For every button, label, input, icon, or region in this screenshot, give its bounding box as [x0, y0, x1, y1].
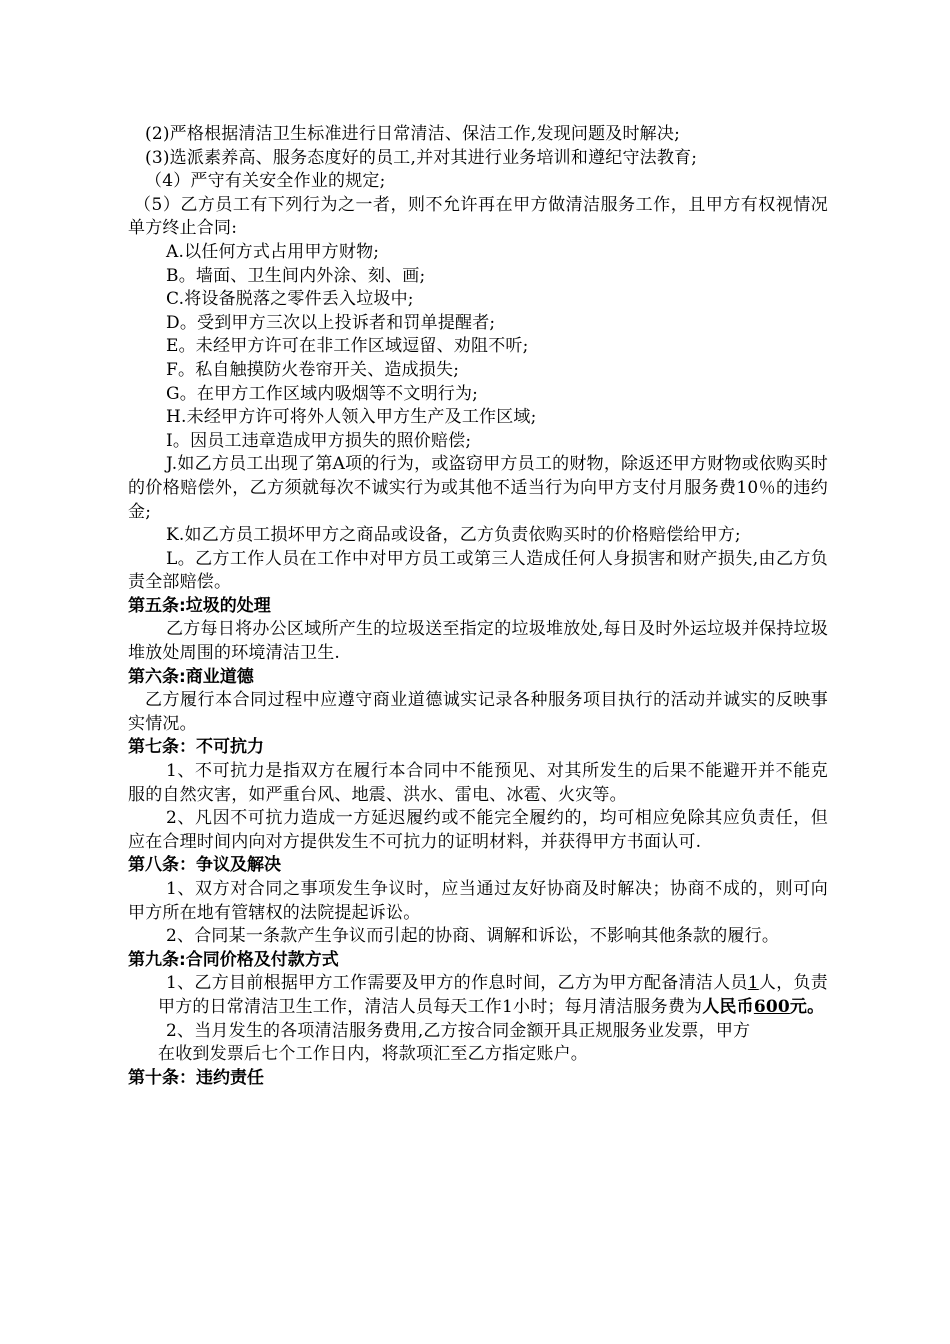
section-9-paragraph-2 [128, 1020, 828, 1067]
section-7-paragraph-1: 1、不可抗力是指双方在履行本合同中不能预见、对其所发生的后果不能避开并不能克服的自然灾害，如严重台风、地震、洪水、雷电、冰雹、火灾等。 [128, 761, 828, 805]
section-6-title: 第六条:商业道德 [128, 666, 254, 687]
section-8-paragraph-1: 1、双方对合同之事项发生争议时，应当通过友好协商及时解决；协商不成的，则可向甲方所在地有管辖权的法院提起诉讼。 [128, 879, 828, 923]
currency-unit: 元。 [789, 996, 825, 1017]
staff-count: 1 [747, 973, 759, 994]
clause-item-5: （5）乙方员工有下列行为之一者，则不允许再在甲方做清洁服务工作，且甲方有权视情况单方终止合同: [128, 194, 828, 239]
section-9-paragraph-1 [128, 972, 828, 1019]
section-9-p2-line-1: 2、当月发生的各项清洁服务费用,乙方按合同金额开具正规服务业发票，甲方 [166, 1020, 751, 1041]
section-9-text-a: 1、乙方目前根据甲方工作需要及甲方的作息时间，乙方为甲方配备清洁人员 [166, 973, 748, 994]
sub-item-d: D。受到甲方三次以上投诉者和罚单提醒者; [166, 312, 496, 333]
sub-item-i: I。因员工违章造成甲方损失的照价赔偿; [166, 430, 472, 451]
section-8-paragraph-2: 2、合同某一条款产生争议而引起的协商、调解和诉讼，不影响其他条款的履行。 [166, 926, 780, 947]
section-5-paragraph: 乙方每日将办公区域所产生的垃圾送至指定的垃圾堆放处,每日及时外运垃圾并保持垃圾堆放处周围的环境清洁卫生. [128, 619, 828, 664]
section-10-title: 第十条：违约责任 [128, 1067, 264, 1088]
monthly-fee-amount: 600 [753, 996, 790, 1017]
sub-item-c: C.将设备脱落之零件丢入垃圾中; [166, 289, 414, 310]
section-9-title: 第九条:合同价格及付款方式 [128, 949, 339, 970]
section-8-title: 第八条：争议及解决 [128, 855, 281, 876]
sub-item-j: J.如乙方员工出现了第A项的行为，或盗窃甲方员工的财物，除返还甲方财物或依购买时的价格赔偿外，乙方须就每次不诚实行为或其他不适当行为向甲方支付月服务费10％的违约金; [128, 454, 828, 522]
sub-item-h: H.未经甲方许可将外人领入甲方生产及工作区域; [166, 407, 537, 428]
section-7-title: 第七条：不可抗力 [128, 737, 264, 758]
currency-label: 人民币 [702, 996, 754, 1017]
sub-item-l: L。乙方工作人员在工作中对甲方员工或第三人造成任何人身损害和财产损失,由乙方负责全部赔偿。 [128, 548, 828, 593]
clause-item-4: （4）严守有关安全作业的规定; [145, 171, 386, 192]
document-page [128, 123, 828, 1090]
sub-item-b: B。墙面、卫生间内外涂、刻、画; [166, 265, 426, 286]
section-7-paragraph-2: 2、凡因不可抗力造成一方延迟履约或不能完全履约的，均可相应免除其应负责任，但应在合理时间内向对方提供发生不可抗力的证明材料，并获得甲方书面认可. [128, 808, 828, 852]
clause-item-2: (2)严格根据清洁卫生标准进行日常清洁、保洁工作,发现问题及时解决; [145, 124, 681, 144]
sub-item-g: G。在甲方工作区域内吸烟等不文明行为; [166, 383, 479, 404]
section-6-paragraph: 乙方履行本合同过程中应遵守商业道德诚实记录各种服务项目执行的活动并诚实的反映事实情况。 [128, 690, 828, 734]
sub-item-e: E。未经甲方许可在非工作区域逗留、劝阻不听; [166, 336, 529, 357]
sub-item-f: F。私自触摸防火卷帘开关、造成损失; [166, 359, 460, 380]
section-5-title: 第五条:垃圾的处理 [128, 595, 271, 616]
clause-item-3: (3)选派素养高、服务态度好的员工,并对其进行业务培训和遵纪守法教育; [145, 147, 698, 168]
sub-item-k: K.如乙方员工损坏甲方之商品或设备，乙方负责依购买时的价格赔偿给甲方; [166, 525, 741, 546]
section-9-text-b: 人，负责甲方的日常清洁卫生工作，清洁人员每天工作1小时；每月清洁服务费为 [158, 973, 828, 1017]
sub-item-a: A.以任何方式占用甲方财物; [166, 241, 380, 262]
section-9-p2-line-2: 在收到发票后七个工作日内，将款项汇至乙方指定账户。 [158, 1044, 588, 1065]
